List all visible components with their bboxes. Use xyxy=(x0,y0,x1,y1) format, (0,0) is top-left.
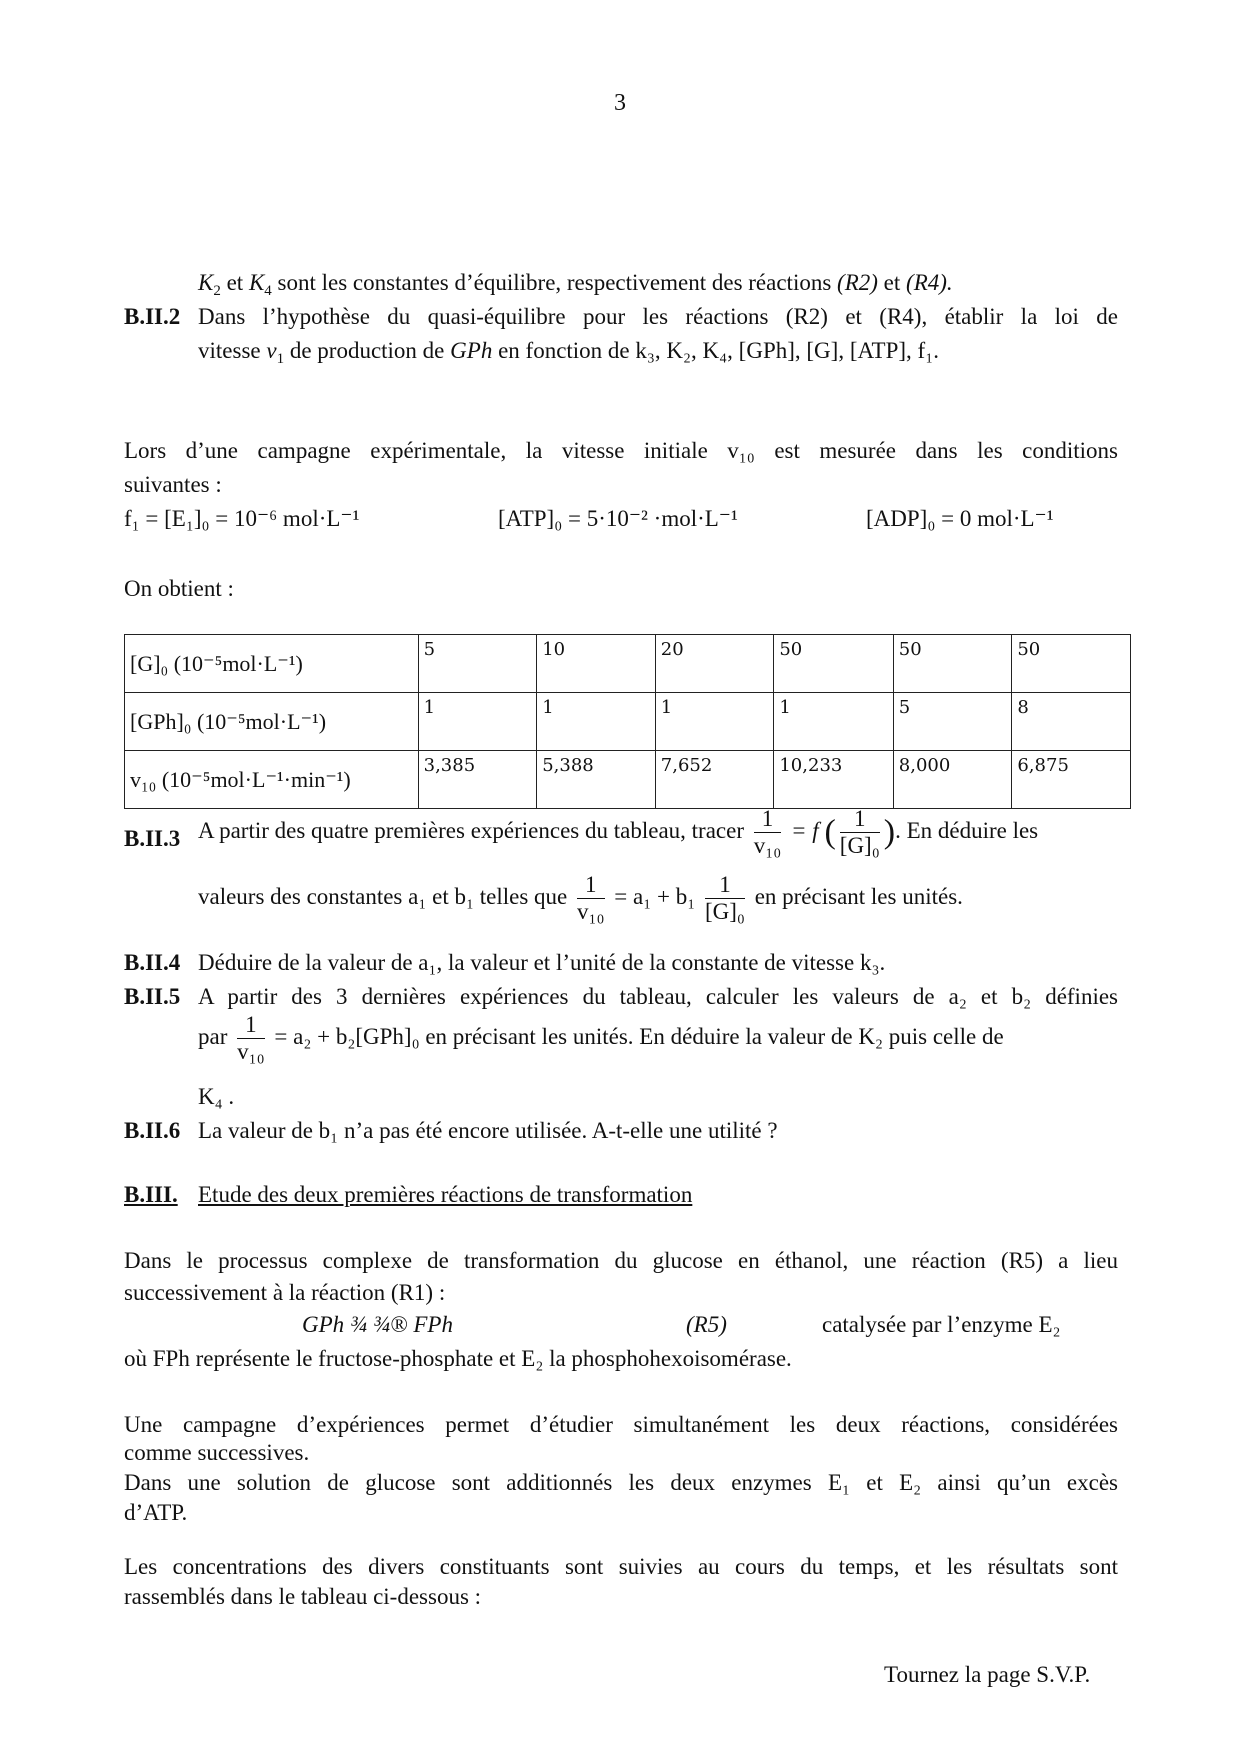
fraction-numerator: 1 xyxy=(840,806,880,833)
fraction-1-over-v10 xyxy=(754,806,782,859)
table-cell: 5,388 xyxy=(537,751,656,809)
row-header-g0: [G]₀ (10⁻⁵mol·L⁻¹) xyxy=(125,635,419,693)
k2-symbol: K xyxy=(198,270,214,295)
table-cell: 50 xyxy=(1012,635,1131,693)
line2-text-c: en fonction de k₃, K₂, K₄, [GPh], [G], [ATP], f₁. xyxy=(498,338,939,363)
table-cell: 5 xyxy=(893,693,1012,751)
function-f: = f xyxy=(791,817,819,843)
fraction-denominator: [G]₀ xyxy=(704,899,745,924)
table-cell: 3,385 xyxy=(418,751,537,809)
r5-para-line4: où FPh représente le fructose-phosphate et E₂ la phosphohexoisomérase. xyxy=(124,1346,792,1371)
r5-para-line1: Dans le processus complexe de transformation du glucose en éthanol, une réaction (R5) a lieu xyxy=(124,1248,1118,1273)
line2-text-a: vitesse xyxy=(198,338,261,363)
table-cell: 10 xyxy=(537,635,656,693)
campaign2-line2: comme successives. xyxy=(124,1440,310,1465)
k2-subscript: 2 xyxy=(213,283,221,299)
question-b-ii-3-line2 xyxy=(198,872,963,925)
condition-atp: [ATP]₀ = 5·10⁻² ·mol·L⁻¹ xyxy=(498,506,738,531)
question-label-b-ii-5: B.II.5 xyxy=(124,984,181,1009)
table-cell: 7,652 xyxy=(655,751,774,809)
question-label-b-ii-3: B.II.3 xyxy=(124,826,181,851)
r4-label: (R4). xyxy=(906,270,953,295)
fraction-1-over-v10 xyxy=(237,1012,265,1065)
question-b-ii-5-line3: K₄ . xyxy=(198,1084,235,1109)
table-row xyxy=(125,635,1131,693)
v1-subscript: 1 xyxy=(276,351,285,367)
b-ii-3-text-a: A partir des quatre premières expériences du tableau, tracer xyxy=(198,817,744,843)
condition-f1: f₁ = [E₁]₀ = 10⁻⁶ mol·L⁻¹ xyxy=(124,506,360,531)
fraction-1-over-g0 xyxy=(840,806,880,859)
question-b-ii-3-line1 xyxy=(198,806,1038,859)
table-cell: 50 xyxy=(893,635,1012,693)
question-b-ii-2-line2 xyxy=(198,338,939,368)
campaign2-line3: Dans une solution de glucose sont additionnés les deux enzymes E₁ et E₂ ainsi qu’un excès xyxy=(124,1470,1118,1495)
fraction-1-over-g0 xyxy=(705,872,745,925)
table-cell: 20 xyxy=(655,635,774,693)
reaction-r5-label: (R5) xyxy=(686,1312,727,1337)
question-b-ii-5-line2 xyxy=(198,1012,1004,1065)
fraction-numerator: 1 xyxy=(705,872,745,899)
k2-k4-et2: et xyxy=(883,270,901,295)
results-line1: Les concentrations des divers constituants sont suivies au cours du temps, et les résultats sont xyxy=(124,1554,1118,1579)
b-ii-5-text-a: par xyxy=(198,1023,228,1049)
k2-k4-definition-line xyxy=(198,270,953,300)
k4-symbol: K xyxy=(248,270,265,295)
question-label-b-ii-4: B.II.4 xyxy=(124,950,181,975)
experiment-table xyxy=(124,634,1131,809)
fraction-numerator: 1 xyxy=(577,872,605,899)
k2-k4-text: sont les constantes d’équilibre, respectivement des réactions xyxy=(277,270,832,295)
campaign2-line4: d’ATP. xyxy=(124,1500,188,1525)
campaign-line2: suivantes : xyxy=(124,472,222,497)
fraction-denominator: v₁₀ xyxy=(576,899,605,924)
reaction-r5-text: GPh ¾ ¾® FPh xyxy=(302,1312,453,1337)
table-cell: 10,233 xyxy=(774,751,893,809)
gph-symbol: GPh xyxy=(450,338,493,363)
row-header-gph0: [GPh]₀ (10⁻⁵mol·L⁻¹) xyxy=(125,693,419,751)
fraction-numerator: 1 xyxy=(237,1012,265,1039)
fraction-numerator: 1 xyxy=(754,806,782,833)
fraction-1-over-v10 xyxy=(577,872,605,925)
reaction-r5-label-wrap xyxy=(686,1312,727,1338)
section-label-b-iii: B.III. xyxy=(124,1182,178,1207)
fraction-denominator: [G]₀ xyxy=(839,833,880,858)
r5-para-line2: successivement à la réaction (R1) : xyxy=(124,1280,446,1305)
k4-subscript: 4 xyxy=(264,283,272,299)
table-cell: 1 xyxy=(655,693,774,751)
campaign-line1: Lors d’une campagne expérimentale, la vitesse initiale v₁₀ est mesurée dans les conditions xyxy=(124,438,1118,463)
campaign2-line1: Une campagne d’expériences permet d’étudier simultanément les deux réactions, considérées xyxy=(124,1412,1118,1437)
results-line2: rassemblés dans le tableau ci-dessous : xyxy=(124,1584,482,1609)
row-header-v10: v₁₀ (10⁻⁵mol·L⁻¹·min⁻¹) xyxy=(125,751,419,809)
question-b-ii-6-text: La valeur de b₁ n’a pas été encore utilisée. A-t-elle une utilité ? xyxy=(198,1118,778,1143)
table-cell: 6,875 xyxy=(1012,751,1131,809)
b-ii-3-line2-text-b: en précisant les unités. xyxy=(754,883,963,909)
question-label-b-ii-6: B.II.6 xyxy=(124,1118,181,1143)
question-label-b-ii-2: B.II.2 xyxy=(124,304,181,329)
right-paren: ) xyxy=(883,813,896,851)
page-number: 3 xyxy=(614,90,626,116)
table-cell: 1 xyxy=(537,693,656,751)
r2-label: (R2) xyxy=(837,270,878,295)
b-ii-3-line2-text-a: valeurs des constantes a₁ et b₁ telles que xyxy=(198,883,568,909)
on-obtient: On obtient : xyxy=(124,576,234,601)
section-title-b-iii: Etude des deux premières réactions de transformation xyxy=(198,1182,693,1207)
question-b-ii-5-line1: A partir des 3 dernières expériences du tableau, calculer les valeurs de a₂ et b₂ définies xyxy=(198,984,1118,1009)
table-row xyxy=(125,693,1131,751)
fraction-denominator: v₁₀ xyxy=(237,1039,265,1064)
b-ii-3-line2-mid: = a₁ + b₁ xyxy=(614,883,696,909)
line2-text-b: de production de xyxy=(289,338,445,363)
left-paren: ( xyxy=(824,813,836,851)
fraction-denominator: v₁₀ xyxy=(753,833,782,858)
k2-k4-et: et xyxy=(226,270,244,295)
footer-turn-page: Tournez la page S.V.P. xyxy=(884,1662,1091,1687)
table-cell: 5 xyxy=(418,635,537,693)
b-ii-3-text-b: . En déduire les xyxy=(895,817,1039,843)
table-row xyxy=(125,751,1131,809)
reaction-r5-equation xyxy=(302,1312,453,1338)
b-ii-5-text-b: = a₂ + b₂[GPh]₀ en précisant les unités. En déduire la valeur de K₂ puis celle de xyxy=(274,1023,1004,1049)
v1-symbol: v xyxy=(266,338,277,363)
condition-adp: [ADP]₀ = 0 mol·L⁻¹ xyxy=(866,506,1054,531)
table-cell: 8,000 xyxy=(893,751,1012,809)
table-cell: 1 xyxy=(418,693,537,751)
table-cell: 1 xyxy=(774,693,893,751)
table-cell: 8 xyxy=(1012,693,1131,751)
question-b-ii-2-line1: Dans l’hypothèse du quasi-équilibre pour les réactions (R2) et (R4), établir la loi de xyxy=(198,304,1118,329)
reaction-r5-catalyst: catalysée par l’enzyme E₂ xyxy=(822,1312,1061,1337)
question-b-ii-4-text: Déduire de la valeur de a₁, la valeur et l’unité de la constante de vitesse k₃. xyxy=(198,950,886,975)
table-cell: 50 xyxy=(774,635,893,693)
